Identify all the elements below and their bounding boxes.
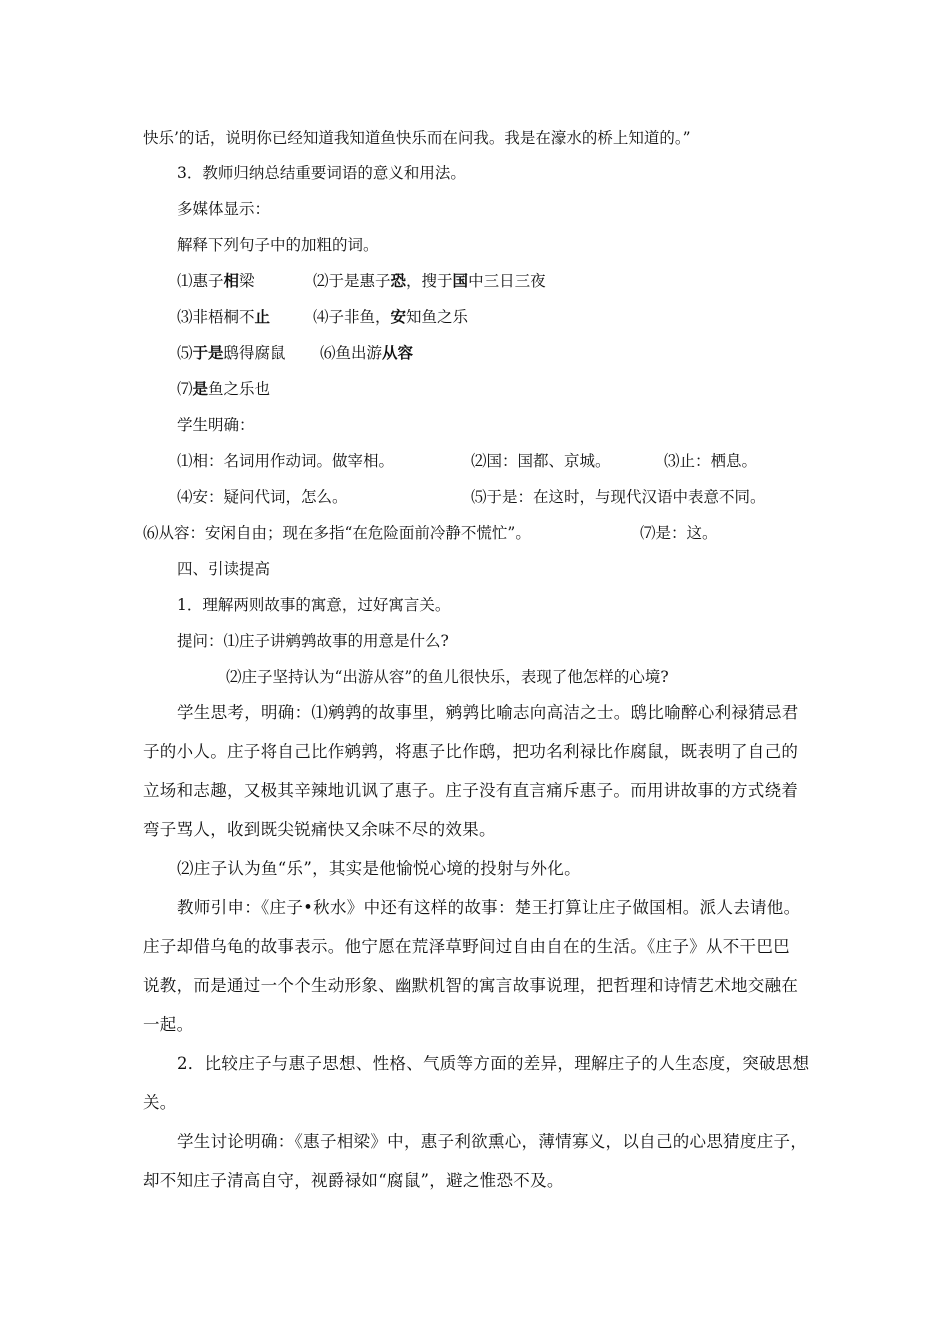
question-2: ⑵于是惠子恐，搜于国中三日三夜 xyxy=(313,272,546,290)
text-line: 子的小人。庄子将自己比作鹓鹑，将惠子比作鸱，把功名利禄比作腐鼠，既表明了自己的 xyxy=(143,742,799,761)
text-line: 庄子却借乌龟的故事表示。他宁愿在荒泽草野间过自由自在的生活。《庄子》从不干巴巴 xyxy=(143,937,790,956)
question-4: ⑷子非鱼，安知鱼之乐 xyxy=(313,308,469,326)
bold-term: 止 xyxy=(254,308,271,326)
text-line: 学生思考，明确：⑴鹓鹑的故事里，鹓鹑比喻志向高洁之士。鸱比喻醉心利禄猜忌君 xyxy=(177,703,799,722)
text-line: 教师引申：《庄子•秋水》中还有这样的故事：楚王打算让庄子做国相。派人去请他。 xyxy=(177,898,801,917)
question-7: ⑺是鱼之乐也 xyxy=(177,380,271,398)
answer-5: ⑸于是：在这时，与现代汉语中表意不同。 xyxy=(471,488,766,506)
bold-term: 于是 xyxy=(192,344,224,362)
answer-4: ⑷安：疑问代词，怎么。 xyxy=(177,488,348,506)
text-line: 立场和志趣，又极其辛辣地讥讽了惠子。庄子没有直言痛斥惠子。而用讲故事的方式绕着 xyxy=(143,781,799,800)
text-line: 学生明确： xyxy=(177,416,255,434)
bold-term: 安 xyxy=(390,308,407,326)
answer-3: ⑶止：栖息。 xyxy=(664,452,758,470)
text-line: 说教，而是通过一个个生动形象、幽默机智的寓言故事说理，把哲理和诗情艺术地交融在 xyxy=(143,976,799,995)
text-line: 多媒体显示： xyxy=(177,200,271,218)
answer-1: ⑴相：名词用作动词。做宰相。 xyxy=(177,452,395,470)
bold-term: 国 xyxy=(452,272,469,290)
text-line: 提问：⑴庄子讲鹓鹑故事的用意是什么? xyxy=(177,632,449,650)
text-line: 1．理解两则故事的寓意，过好寓言关。 xyxy=(177,596,451,614)
question-1: ⑴惠子相梁 xyxy=(177,272,255,290)
text-line: 解释下列句子中的加粗的词。 xyxy=(177,236,379,254)
text-line: 一起。 xyxy=(143,1015,194,1034)
bold-term: 从容 xyxy=(382,344,414,362)
text-line: 关。 xyxy=(143,1093,177,1112)
answer-7: ⑺是：这。 xyxy=(640,524,718,542)
answer-2: ⑵国：国都、京城。 xyxy=(471,452,611,470)
bold-term: 相 xyxy=(223,272,240,290)
text-line: 快乐’的话，说明你已经知道我知道鱼快乐而在问我。我是在濠水的桥上知道的。” xyxy=(143,129,691,147)
question-5: ⑸于是鸱得腐鼠 xyxy=(177,344,286,362)
answer-6: ⑹从容：安闲自由；现在多指“在危险面前冷静不慌忙”。 xyxy=(143,524,531,542)
text-line: 2．比较庄子与惠子思想、性格、气质等方面的差异，理解庄子的人生态度，突破思想 xyxy=(177,1054,810,1073)
bold-term: 是 xyxy=(192,380,209,398)
bold-term: 恐 xyxy=(390,272,407,290)
text-line: 却不知庄子清高自守，视爵禄如“腐鼠”，避之惟恐不及。 xyxy=(143,1171,564,1190)
text-line: 3．教师归纳总结重要词语的意义和用法。 xyxy=(177,164,466,182)
question-3: ⑶非梧桐不止 xyxy=(177,308,271,326)
section-heading: 四、引读提高 xyxy=(177,560,271,578)
text-line: ⑵庄子认为鱼“乐”，其实是他愉悦心境的投射与外化。 xyxy=(177,859,581,878)
text-line: ⑵庄子坚持认为“出游从容”的鱼儿很快乐，表现了他怎样的心境? xyxy=(226,668,669,686)
text-line: 弯子骂人，收到既尖锐痛快又余味不尽的效果。 xyxy=(143,820,496,839)
question-6: ⑹鱼出游从容 xyxy=(320,344,414,362)
text-line: 学生讨论明确：《惠子相梁》中，惠子利欲熏心，薄情寡义，以自己的心思猜度庄子， xyxy=(177,1132,808,1151)
